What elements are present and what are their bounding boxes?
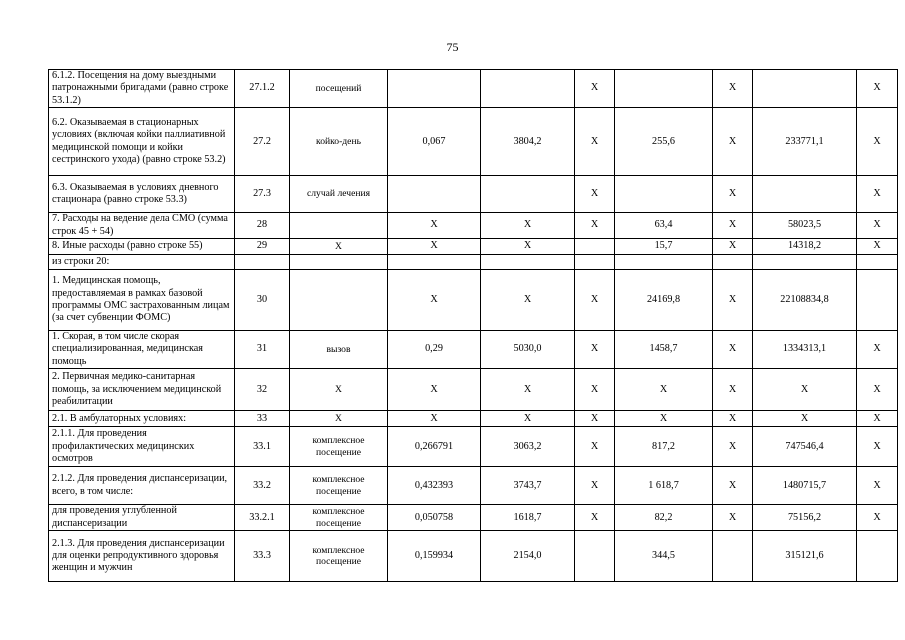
x-cell <box>575 531 615 582</box>
cost-cell: X <box>481 239 575 255</box>
x-cell: X <box>713 467 753 505</box>
unit-cell: комплексное посещение <box>290 505 388 531</box>
total-cell: 58023,5 <box>753 213 857 239</box>
table-row <box>49 427 898 467</box>
x-cell: X <box>857 427 898 467</box>
unit-cell: вызов <box>290 331 388 369</box>
row-name-cell: 7. Расходы на ведение дела СМО (сумма строк 45 + 54) <box>49 213 235 239</box>
unit-cell: X <box>290 411 388 427</box>
volume-cell: X <box>388 270 481 331</box>
row-number-cell: 28 <box>235 213 290 239</box>
row-name-cell: 1. Скорая, в том числе скорая специализированная, медицинская помощь <box>49 331 235 369</box>
cost-cell: 3063,2 <box>481 427 575 467</box>
cost-cell: 5030,0 <box>481 331 575 369</box>
total-cell <box>753 70 857 108</box>
table-row <box>49 531 898 582</box>
x-cell: X <box>575 331 615 369</box>
x-cell: X <box>575 411 615 427</box>
x-cell: X <box>575 505 615 531</box>
row-number-cell <box>235 255 290 270</box>
volume-cell: 0,067 <box>388 108 481 176</box>
row-name-cell: 2.1.2. Для проведения диспансеризации, всего, в том числе: <box>49 467 235 505</box>
per-capita-cell: 255,6 <box>615 108 713 176</box>
x-cell: X <box>857 239 898 255</box>
per-capita-cell: 1 618,7 <box>615 467 713 505</box>
x-cell: X <box>857 505 898 531</box>
total-cell <box>753 176 857 213</box>
cost-cell: X <box>481 369 575 411</box>
table-row <box>49 270 898 331</box>
row-name-cell: из строки 20: <box>49 255 235 270</box>
x-cell: X <box>857 369 898 411</box>
x-cell: X <box>713 108 753 176</box>
row-number-cell: 27.3 <box>235 176 290 213</box>
volume-cell: X <box>388 369 481 411</box>
row-name-cell: 6.2. Оказываемая в стационарных условиях (включая койки паллиативной медицинской помощи и койки сестринского ухода) (равно строке 53.2) <box>49 108 235 176</box>
cost-cell: X <box>481 270 575 331</box>
volume-cell <box>388 70 481 108</box>
cost-cell: X <box>481 411 575 427</box>
table-row <box>49 255 898 270</box>
volume-cell: 0,159934 <box>388 531 481 582</box>
x-cell: X <box>713 70 753 108</box>
unit-cell: комплексное посещение <box>290 531 388 582</box>
x-cell: X <box>575 213 615 239</box>
row-number-cell: 33.2.1 <box>235 505 290 531</box>
row-name-cell: 2.1.3. Для проведения диспансеризации для оценки репродуктивного здоровья женщин и мужчин <box>49 531 235 582</box>
page-number: 75 <box>446 40 459 54</box>
x-cell <box>713 531 753 582</box>
x-cell: X <box>575 108 615 176</box>
x-cell: X <box>575 176 615 213</box>
x-cell: X <box>857 213 898 239</box>
x-cell: X <box>857 108 898 176</box>
per-capita-cell: X <box>615 369 713 411</box>
total-cell: 22108834,8 <box>753 270 857 331</box>
x-cell <box>857 255 898 270</box>
row-name-cell: 6.1.2. Посещения на дому выездными патронажными бригадами (равно строке 53.1.2) <box>49 70 235 108</box>
data-table <box>48 69 898 582</box>
table-row <box>49 331 898 369</box>
total-cell: 1480715,7 <box>753 467 857 505</box>
volume-cell: 0,29 <box>388 331 481 369</box>
volume-cell <box>388 176 481 213</box>
x-cell: X <box>713 176 753 213</box>
total-cell: X <box>753 411 857 427</box>
volume-cell: 0,432393 <box>388 467 481 505</box>
total-cell: 1334313,1 <box>753 331 857 369</box>
row-name-cell: 2.1. В амбулаторных условиях: <box>49 411 235 427</box>
row-name-cell: для проведения углубленной диспансеризации <box>49 505 235 531</box>
per-capita-cell: 15,7 <box>615 239 713 255</box>
row-name-cell: 6.3. Оказываемая в условиях дневного стационара (равно строке 53.3) <box>49 176 235 213</box>
total-cell: 14318,2 <box>753 239 857 255</box>
x-cell <box>857 531 898 582</box>
unit-cell <box>290 270 388 331</box>
x-cell <box>857 270 898 331</box>
table-row <box>49 411 898 427</box>
x-cell: X <box>575 270 615 331</box>
x-cell: X <box>575 427 615 467</box>
per-capita-cell: 63,4 <box>615 213 713 239</box>
cost-cell: X <box>481 213 575 239</box>
unit-cell: койко-день <box>290 108 388 176</box>
row-name-cell: 1. Медицинская помощь, предоставляемая в рамках базовой программы ОМС застрахованным лицам (за счет субвенции ФОМС) <box>49 270 235 331</box>
volume-cell: X <box>388 411 481 427</box>
per-capita-cell: 1458,7 <box>615 331 713 369</box>
volume-cell: 0,050758 <box>388 505 481 531</box>
cost-cell: 3743,7 <box>481 467 575 505</box>
cost-cell <box>481 70 575 108</box>
table-row <box>49 505 898 531</box>
total-cell: 747546,4 <box>753 427 857 467</box>
per-capita-cell: 344,5 <box>615 531 713 582</box>
total-cell: 315121,6 <box>753 531 857 582</box>
x-cell <box>575 255 615 270</box>
unit-cell: комплексное посещение <box>290 427 388 467</box>
row-name-cell: 8. Иные расходы (равно строке 55) <box>49 239 235 255</box>
per-capita-cell: 817,2 <box>615 427 713 467</box>
total-cell: 233771,1 <box>753 108 857 176</box>
x-cell: X <box>857 467 898 505</box>
unit-cell: X <box>290 369 388 411</box>
x-cell: X <box>575 467 615 505</box>
x-cell: X <box>713 239 753 255</box>
table-row <box>49 176 898 213</box>
cost-cell <box>481 255 575 270</box>
row-name-cell: 2. Первичная медико-санитарная помощь, за исключением медицинской реабилитации <box>49 369 235 411</box>
x-cell: X <box>713 427 753 467</box>
per-capita-cell: 24169,8 <box>615 270 713 331</box>
table-row <box>49 369 898 411</box>
x-cell <box>575 239 615 255</box>
cost-cell: 1618,7 <box>481 505 575 531</box>
x-cell: X <box>713 331 753 369</box>
table-row <box>49 213 898 239</box>
volume-cell: X <box>388 239 481 255</box>
x-cell: X <box>713 411 753 427</box>
x-cell: X <box>713 213 753 239</box>
row-number-cell: 27.1.2 <box>235 70 290 108</box>
volume-cell: 0,266791 <box>388 427 481 467</box>
total-cell: X <box>753 369 857 411</box>
x-cell: X <box>713 369 753 411</box>
total-cell: 75156,2 <box>753 505 857 531</box>
row-number-cell: 30 <box>235 270 290 331</box>
row-number-cell: 33 <box>235 411 290 427</box>
per-capita-cell <box>615 176 713 213</box>
cost-cell: 2154,0 <box>481 531 575 582</box>
unit-cell <box>290 213 388 239</box>
table-row <box>49 239 898 255</box>
row-number-cell: 31 <box>235 331 290 369</box>
x-cell: X <box>857 176 898 213</box>
unit-cell: случай лечения <box>290 176 388 213</box>
x-cell: X <box>857 70 898 108</box>
cost-cell <box>481 176 575 213</box>
x-cell: X <box>857 331 898 369</box>
per-capita-cell <box>615 70 713 108</box>
x-cell: X <box>575 70 615 108</box>
row-number-cell: 33.1 <box>235 427 290 467</box>
x-cell <box>713 255 753 270</box>
unit-cell: посещений <box>290 70 388 108</box>
per-capita-cell: X <box>615 411 713 427</box>
row-number-cell: 32 <box>235 369 290 411</box>
row-number-cell: 27.2 <box>235 108 290 176</box>
x-cell: X <box>575 369 615 411</box>
row-number-cell: 33.3 <box>235 531 290 582</box>
row-number-cell: 33.2 <box>235 467 290 505</box>
x-cell: X <box>857 411 898 427</box>
x-cell: X <box>713 505 753 531</box>
table-row <box>49 108 898 176</box>
table-row <box>49 467 898 505</box>
per-capita-cell <box>615 255 713 270</box>
unit-cell <box>290 255 388 270</box>
row-number-cell: 29 <box>235 239 290 255</box>
unit-cell: X <box>290 239 388 255</box>
row-name-cell: 2.1.1. Для проведения профилактических медицинских осмотров <box>49 427 235 467</box>
table-row <box>49 70 898 108</box>
per-capita-cell: 82,2 <box>615 505 713 531</box>
unit-cell: комплексное посещение <box>290 467 388 505</box>
volume-cell: X <box>388 213 481 239</box>
volume-cell <box>388 255 481 270</box>
x-cell: X <box>713 270 753 331</box>
cost-cell: 3804,2 <box>481 108 575 176</box>
total-cell <box>753 255 857 270</box>
